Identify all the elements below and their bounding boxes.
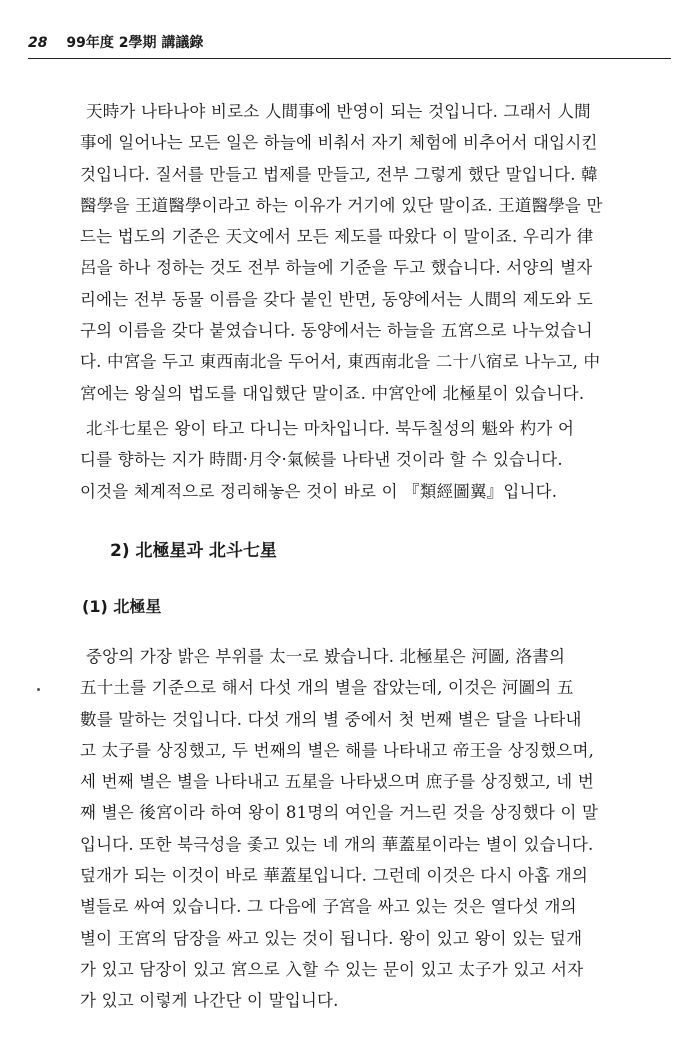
text-line: 宮에는 왕실의 법도를 대입했단 말이죠. 中宮안에 北極星이 있습니다. bbox=[80, 383, 585, 403]
text-line: 五十土를 기준으로 해서 다섯 개의 별을 잡았는데, 이것은 河圖의 五 bbox=[80, 678, 574, 698]
page-header bbox=[28, 32, 671, 59]
section-heading: 2) 北極星과 北斗七星 bbox=[110, 541, 277, 561]
text-line: 별이 王宮의 담장을 싸고 있는 것이 됩니다. 왕이 있고 왕이 있는 덮개 bbox=[80, 928, 583, 948]
text-line: 드는 법도의 기준은 天文에서 모든 제도를 따왔다 이 말이죠. 우리가 律 bbox=[80, 227, 594, 247]
text-line: 呂을 하나 정하는 것도 전부 하늘에 기준을 두고 했습니다. 서양의 별자 bbox=[80, 258, 593, 278]
text-line: 가 있고 이렇게 나간단 이 말입니다. bbox=[80, 991, 339, 1011]
running-title: 99年度 2學期 講議錄 bbox=[66, 35, 204, 51]
text-line: 입니다. 또한 북극성을 좇고 있는 네 개의 華蓋星이라는 별이 있습니다. bbox=[80, 834, 594, 854]
text-line: 별들로 싸여 있습니다. 그 다음에 子宮을 싸고 있는 것은 열다섯 개의 bbox=[80, 897, 577, 917]
text-line: 고 太子를 상징했고, 두 번째의 별은 해를 나타내고 帝王을 상징했으며, bbox=[80, 740, 595, 760]
paragraph-big-dipper bbox=[80, 413, 658, 507]
paragraph-polaris bbox=[80, 641, 658, 1017]
text-line: 醫學을 王道醫學이라고 하는 이유가 거기에 있단 말이죠. 王道醫學을 만 bbox=[80, 195, 603, 215]
text-line: 數를 말하는 것입니다. 다섯 개의 별 중에서 첫 번째 별은 달을 나타내 bbox=[80, 709, 582, 729]
text-line: 것입니다. 질서를 만들고 법제를 만들고, 전부 그렇게 했단 말입니다. 韓 bbox=[80, 164, 598, 184]
text-line: 리에는 전부 동물 이름을 갖다 붙인 반면, 동양에서는 人間의 제도와 도 bbox=[80, 289, 593, 309]
text-line: 덮개가 되는 이것이 바로 華蓋星입니다. 그런데 이것은 다시 아홉 개의 bbox=[80, 866, 589, 886]
text-line: 다. 中宮을 두고 東西南北을 두어서, 東西南北을 二十八宿로 나누고, 中 bbox=[80, 352, 601, 372]
text-line: 중앙의 가장 밝은 부위를 太一로 봤습니다. 北極星은 河圖, 洛書의 bbox=[86, 647, 566, 666]
text-line: 구의 이름을 갖다 붙였습니다. 동양에서는 하늘을 五宮으로 나누었습니 bbox=[80, 321, 593, 341]
text-line: 北斗七星은 왕이 타고 다니는 마차입니다. 북두칠성의 魁와 杓가 어 bbox=[86, 419, 575, 438]
subsection-heading: (1) 北極星 bbox=[82, 597, 162, 616]
text-line: 디를 향하는 지가 時間·月令·氣候를 나타낸 것이라 할 수 있습니다. bbox=[80, 450, 563, 470]
text-line: 事에 일어나는 모든 일은 하늘에 비춰서 자기 체험에 비추어서 대입시킨 bbox=[80, 133, 598, 153]
text-line: 가 있고 담장이 있고 宮으로 入할 수 있는 문이 있고 太子가 있고 서자 bbox=[80, 959, 584, 979]
page-number: 28 bbox=[28, 35, 48, 51]
scan-mark bbox=[37, 688, 40, 691]
text-line: 째 별은 後宮이라 하여 왕이 81명의 여인을 거느린 것을 상징했다 이 말 bbox=[80, 803, 599, 823]
text-line: 이것을 체계적으로 정리해놓은 것이 바로 이 『類經圖翼』입니다. bbox=[80, 481, 558, 501]
text-line: 天時가 나타나야 비로소 人間事에 반영이 되는 것입니다. 그래서 人間 bbox=[86, 102, 591, 121]
text-line: 세 번째 별은 별을 나타내고 五星을 나타냈으며 庶子를 상징했고, 네 번 bbox=[80, 772, 595, 792]
paragraph-heaven-time bbox=[80, 96, 658, 409]
